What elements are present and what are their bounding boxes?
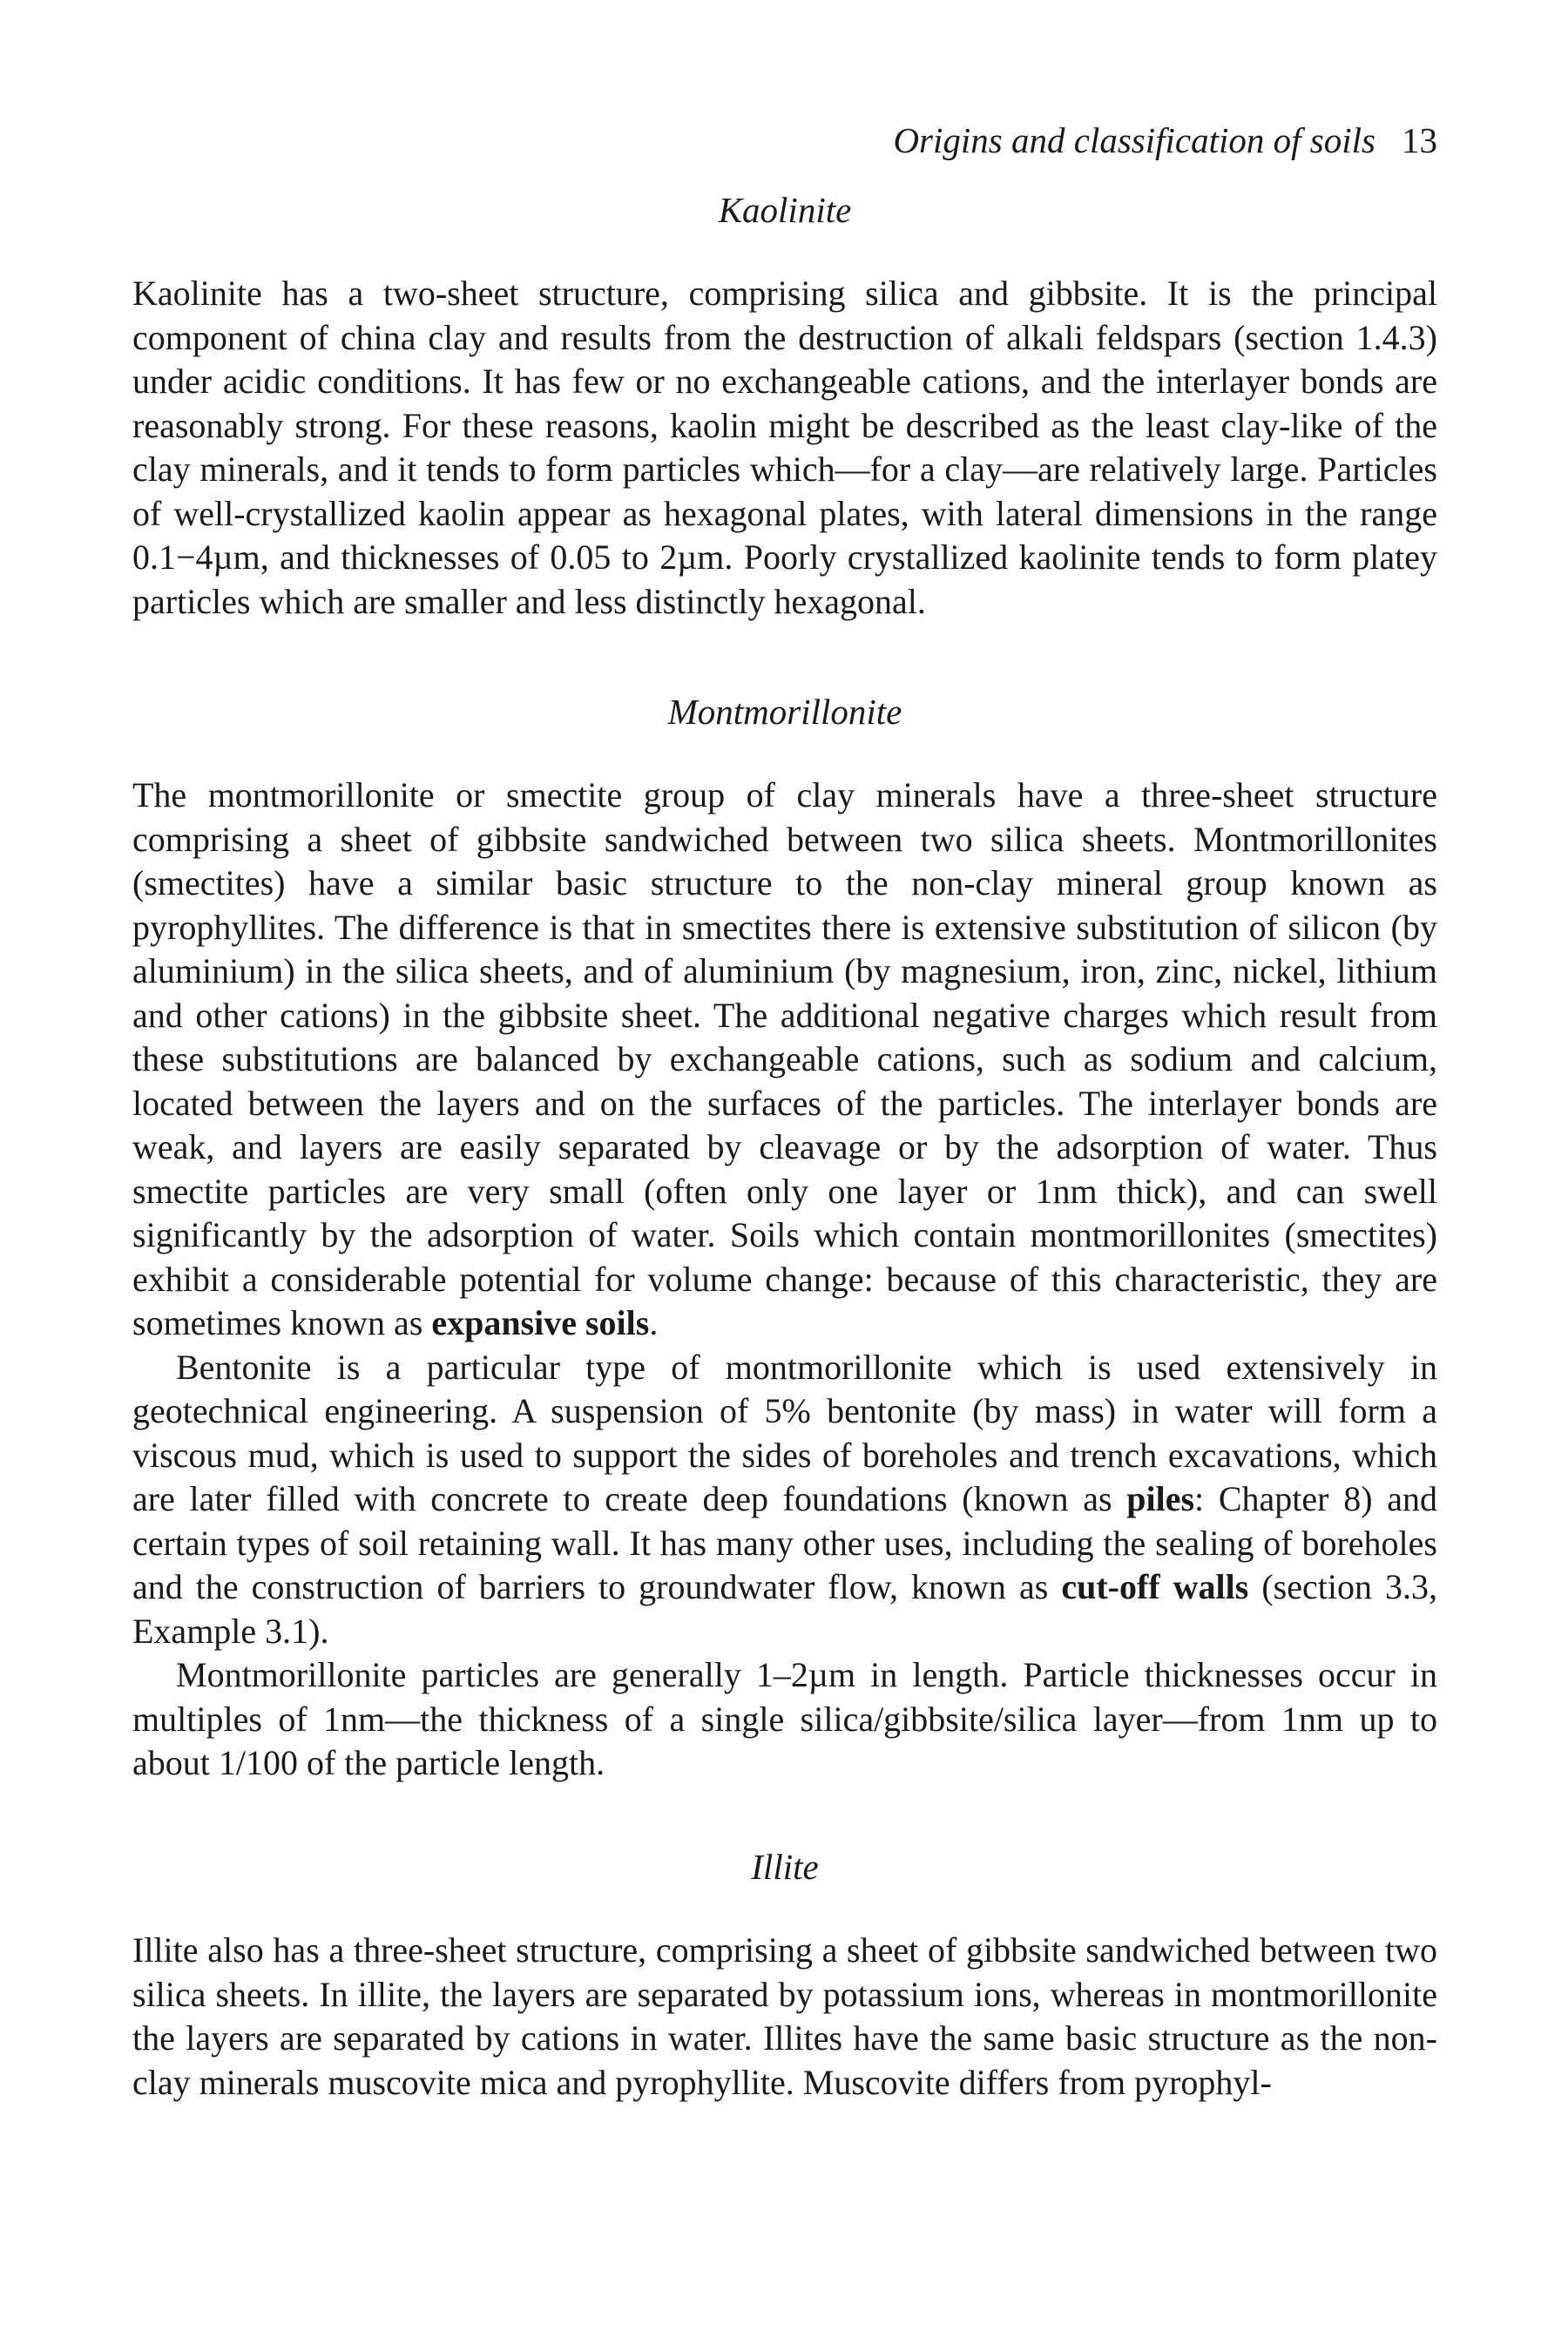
term-cut-off-walls: cut-off walls bbox=[1061, 1567, 1249, 1606]
section-montmorillonite bbox=[132, 774, 1437, 1786]
running-head bbox=[893, 118, 1437, 162]
paragraph-kaolinite: Kaolinite has a two-sheet structure, comprising silica and gibbsite. It is the principal component of china clay and results from the destruction of alkali feldspars (section 1.4.3) under acidic conditions. It has few or no exchangeable cations, and the interlayer bonds are reasonably strong. For these reasons, kaolin might be described as the least clay-like of the clay minerals, and it tends to form particles which—for a clay—are relatively large. Particles of well-crystallized kaolin appear as hexagonal plates, with lateral dimensions in the range 0.1−4µm, and thicknesses of 0.05 to 2µm. Poorly crystallized kaolinite tends to form platey particles which are smaller and less distinctly hexagonal. bbox=[132, 274, 1437, 621]
paragraph-montmorillonite-2 bbox=[132, 1346, 1437, 1654]
paragraph-illite: Illite also has a three-sheet structure, comprising a sheet of gibbsite sandwiched between two silica sheets. In illite, the layers are separated by potassium ions, whereas in montmorillonite the layers are separated by cations in water. Illites have the same basic structure as the non-clay minerals muscovite mica and pyrophyllite. Muscovite differs from pyrophyl- bbox=[132, 1930, 1437, 2102]
document-page bbox=[132, 0, 1437, 2352]
heading-kaolinite: Kaolinite bbox=[718, 190, 852, 230]
heading-illite: Illite bbox=[751, 1847, 819, 1887]
text-run: . bbox=[649, 1303, 659, 1342]
paragraph-montmorillonite-3: Montmorillonite particles are generally 1–2µm in length. Particle thicknesses occur in multiples of 1nm—the thickness of a single silica/gibbsite/silica layer—from 1nm up to about 1/100 of the particle length. bbox=[132, 1655, 1437, 1782]
term-piles: piles bbox=[1126, 1479, 1195, 1518]
section-kaolinite bbox=[132, 272, 1437, 624]
paragraph-montmorillonite-1 bbox=[132, 774, 1437, 1346]
running-head-title: Origins and classification of soils bbox=[893, 120, 1375, 160]
term-expansive-soils: expansive soils bbox=[431, 1303, 650, 1342]
section-illite bbox=[132, 1929, 1437, 2105]
text-run: (section 3.3, Example 3.1). bbox=[132, 1567, 1438, 1651]
heading-montmorillonite: Montmorillonite bbox=[667, 692, 902, 732]
text-run: Bentonite is a particular type of montmorillonite which is used extensively in geotechnical engineering. A suspension of 5% bentonite (by mass) in water will form a viscous mud, which is used to support the sides of boreholes and trench excavations, which are later filled with concrete to create deep foundations (known as bbox=[132, 1347, 1437, 1518]
page-number: 13 bbox=[1402, 120, 1437, 160]
text-run: The montmorillonite or smectite group of clay minerals have a three-sheet structure comprising a sheet of gibbsite sandwiched between two silica sheets. Montmorillonites (smectites) have a similar basic structure to the non-clay mineral group known as pyrophyllites. The difference is that in smectites there is extensive substitution of silicon (by aluminium) in the silica sheets, and of aluminium (by magnesium, iron, zinc, nickel, lithium and other cations) in the gibbsite sheet. The additional negative charges which result from these substitutions are balanced by exchangeable cations, such as sodium and calcium, located between the layers and on the surfaces of the particles. The interlayer bonds are weak, and layers are easily separated by cleavage or by the adsorption of water. Thus smectite particles are very small (often only one layer or 1nm thick), and can swell significantly by the adsorption of water. Soils which contain montmorillonites (smectites) exhibit a considerable potential for volume change: because of this characteristic, they are sometimes known as bbox=[132, 775, 1437, 1342]
text-run: : Chapter 8) and certain types of soil retaining wall. It has many other uses, including the sealing of boreholes and the construction of barriers to groundwater flow, known as bbox=[132, 1479, 1437, 1606]
